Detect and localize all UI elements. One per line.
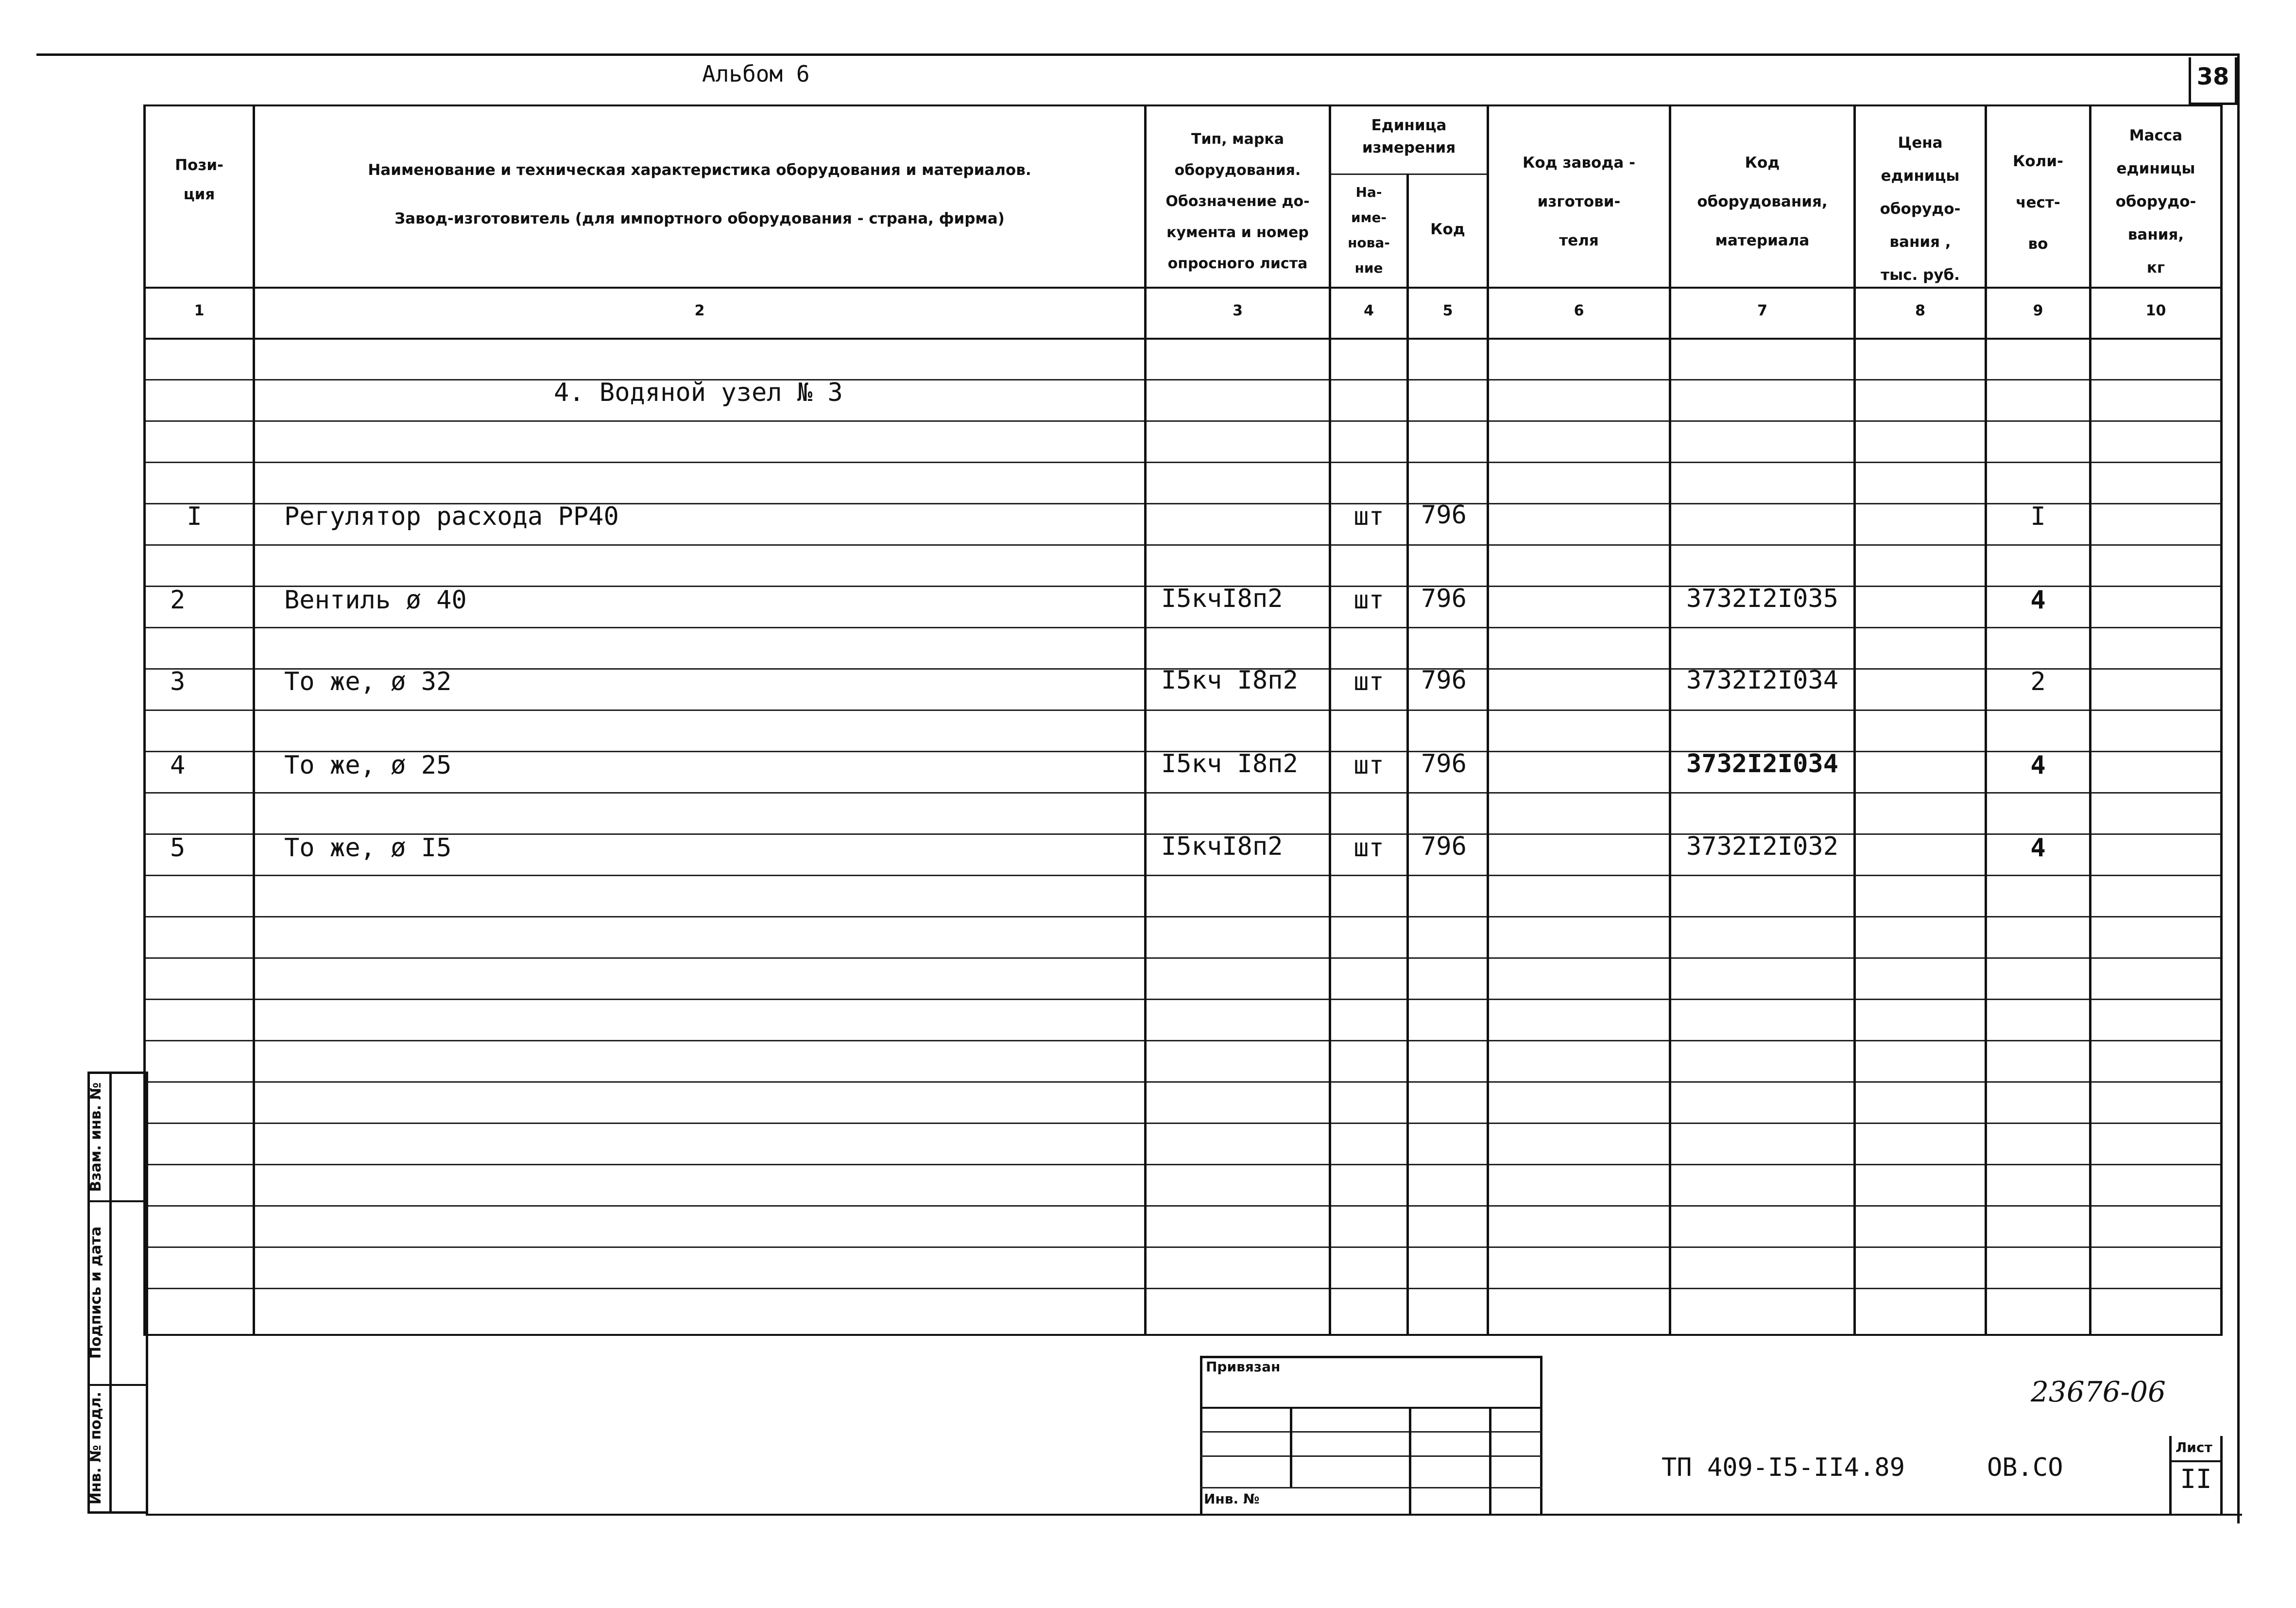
row-unit: шт	[1354, 751, 1384, 780]
row-quantity: 4	[2030, 833, 2046, 863]
album-label: Альбом 6	[702, 61, 810, 87]
header-mass: Масса единицы оборудо- вания, кг	[2115, 127, 2196, 277]
document-number: ТП 409-I5-II4.89	[1662, 1453, 1905, 1482]
side-label-original-inv: Инв. № подл.	[87, 1391, 104, 1505]
row-name: Регулятор расхода РР40	[284, 502, 619, 531]
row-type: I5кчI8п2	[1161, 832, 1283, 861]
header-equipment-code: Код оборудования, материала	[1697, 154, 1828, 249]
row-quantity: I	[2030, 502, 2046, 531]
row-unit-code: 796	[1421, 666, 1467, 695]
row-quantity: 4	[2030, 751, 2046, 780]
col-number: 10	[2145, 302, 2166, 319]
header-type: Тип, марка оборудования. Обозначение до- кумента и номер опросного листа	[1165, 131, 1310, 272]
row-position: 4	[170, 751, 186, 780]
row-name: Вентиль ø 40	[284, 586, 467, 615]
row-unit-code: 796	[1421, 584, 1467, 613]
row-unit-code: 796	[1421, 501, 1467, 530]
col-number: 9	[2033, 302, 2043, 319]
side-label-replace-inv: Взам. инв. №	[87, 1082, 104, 1192]
row-equipment-code: 3732I2I034	[1686, 749, 1839, 778]
header-unit-name: На- име- нова- ние	[1348, 184, 1390, 276]
row-type: I5кчI8п2	[1161, 584, 1283, 613]
col-number: 8	[1915, 302, 1925, 319]
row-name: То же, ø I5	[284, 833, 452, 863]
row-equipment-code: 3732I2I035	[1686, 584, 1839, 613]
row-name: То же, ø 32	[284, 667, 452, 696]
row-equipment-code: 3732I2I032	[1686, 832, 1839, 861]
stamp-attached-label: Привязан	[1206, 1359, 1281, 1375]
row-type: I5кч I8п2	[1161, 749, 1298, 778]
row-quantity: 2	[2030, 667, 2046, 696]
col-number: 3	[1233, 302, 1243, 319]
row-unit: шт	[1354, 502, 1384, 531]
header-price: Цена единицы оборудо- вания , тыс. руб.	[1880, 134, 1961, 284]
row-unit-code: 796	[1421, 832, 1467, 861]
header-name: Наименование и техническая характеристика оборудования и материалов. Завод-изготовитель (для импортного оборудования - страна, фирма)	[368, 161, 1031, 227]
sheet-label: Лист	[2176, 1439, 2212, 1455]
header-unit-group: Единица измерения	[1362, 117, 1456, 156]
col-number: 1	[194, 302, 205, 319]
col-number: 5	[1442, 302, 1453, 319]
col-number: 7	[1757, 302, 1767, 319]
bottom-frame-line	[146, 1514, 2242, 1516]
row-position: 3	[170, 667, 186, 696]
col-number: 2	[694, 302, 705, 319]
row-equipment-code: 3732I2I034	[1686, 666, 1839, 695]
header-quantity: Коли- чест- во	[2013, 153, 2063, 253]
row-unit-code: 796	[1421, 749, 1467, 778]
header-position: Пози- ция	[175, 156, 223, 203]
row-unit: шт	[1354, 586, 1384, 615]
row-quantity: 4	[2030, 586, 2046, 615]
row-name: То же, ø 25	[284, 751, 452, 780]
row-type: I5кч I8п2	[1161, 666, 1298, 695]
corner-number: 38	[2196, 63, 2229, 90]
row-unit: шт	[1354, 833, 1384, 863]
handwritten-number: 23676-06	[2031, 1375, 2166, 1408]
header-factory-code: Код завода - изготови- теля	[1523, 154, 1635, 249]
header-unit-code: Код	[1430, 221, 1465, 238]
side-label-signature-date: Подпись и дата	[87, 1226, 104, 1359]
stamp-inv-label: Инв. №	[1204, 1491, 1260, 1507]
sheet-number: II	[2180, 1464, 2212, 1494]
row-position: 2	[170, 586, 186, 615]
col-number: 4	[1364, 302, 1374, 319]
section-title: 4. Водяной узел № 3	[554, 378, 843, 407]
row-position: I	[187, 502, 202, 531]
row-position: 5	[170, 833, 186, 863]
col-number: 6	[1574, 302, 1584, 319]
row-unit: шт	[1354, 667, 1384, 696]
document-suffix: ОВ.СО	[1987, 1453, 2063, 1482]
